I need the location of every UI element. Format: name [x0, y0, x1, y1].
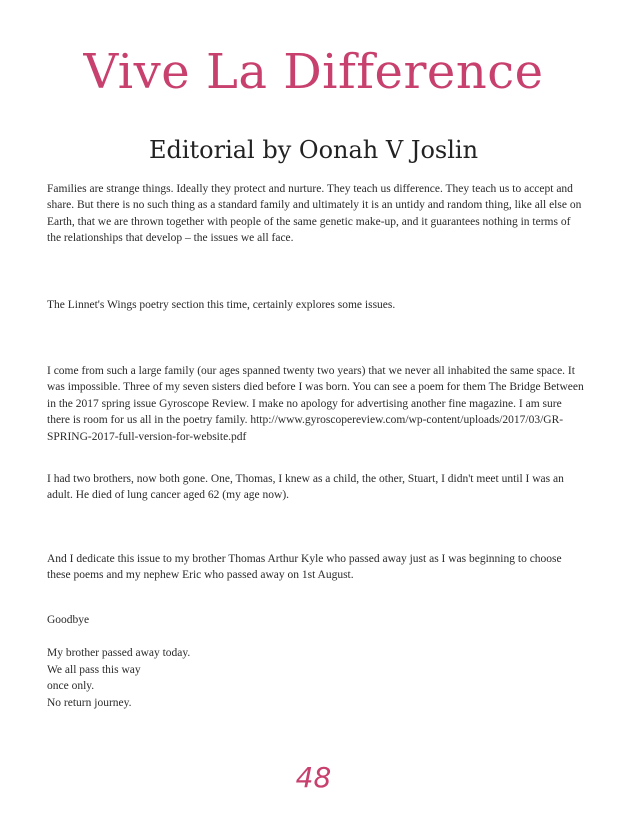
paragraph-poetry-section: The Linnet's Wings poetry section this time, certainly explores some issues. — [47, 299, 396, 311]
poem-line: No return journey. — [47, 696, 132, 709]
page-number: 48 — [295, 761, 332, 794]
paragraph-dedication: And I dedicate this issue to my brother Thomas Arthur Kyle who passed away just as I was beginning to choose these poems and my nephew Eric who passed away on 1st August. — [47, 553, 562, 582]
poem-goodbye — [47, 645, 190, 711]
page-title: Vive La Difference — [83, 44, 544, 100]
poem-line: We all pass this way — [47, 663, 141, 676]
paragraph-families: Families are strange things. Ideally they protect and nurture. They teach us difference. They teach us to accept and share. But there is no such thing as a standard family and ultimately it is an untidy and random thing, like all else on Earth, that we are thrown together with people of the same genetic make-up, and it guarantees nothing in terms of the relationships that develop – the issues we all face. — [47, 183, 582, 245]
paragraph-brothers: I had two brothers, now both gone. One, Thomas, I knew as a child, the other, Stuart, I didn't meet until I was an adult. He died of lung cancer aged 62 (my age now). — [47, 473, 564, 502]
paragraph-large-family: I come from such a large family (our ages spanned twenty two years) that we never all inhabited the same space. It was impossible. Three of my seven sisters died before I was born. You can see a poem for them The Bridge Between in the 2017 spring issue Gyroscope Review. I make no apology for advertising another fine magazine. I am sure there is room for us all in the poetry family. http://www.gyroscopereview.com/wp-content/uploads/2017/03/GR-SPRING-2017-full-version-for-website.pdf — [47, 365, 584, 443]
editorial-byline: Editorial by Oonah V Joslin — [148, 136, 479, 164]
poem-line: My brother passed away today. — [47, 647, 191, 659]
poem-title: Goodbye — [47, 614, 90, 626]
poem-line: once only. — [47, 680, 95, 692]
